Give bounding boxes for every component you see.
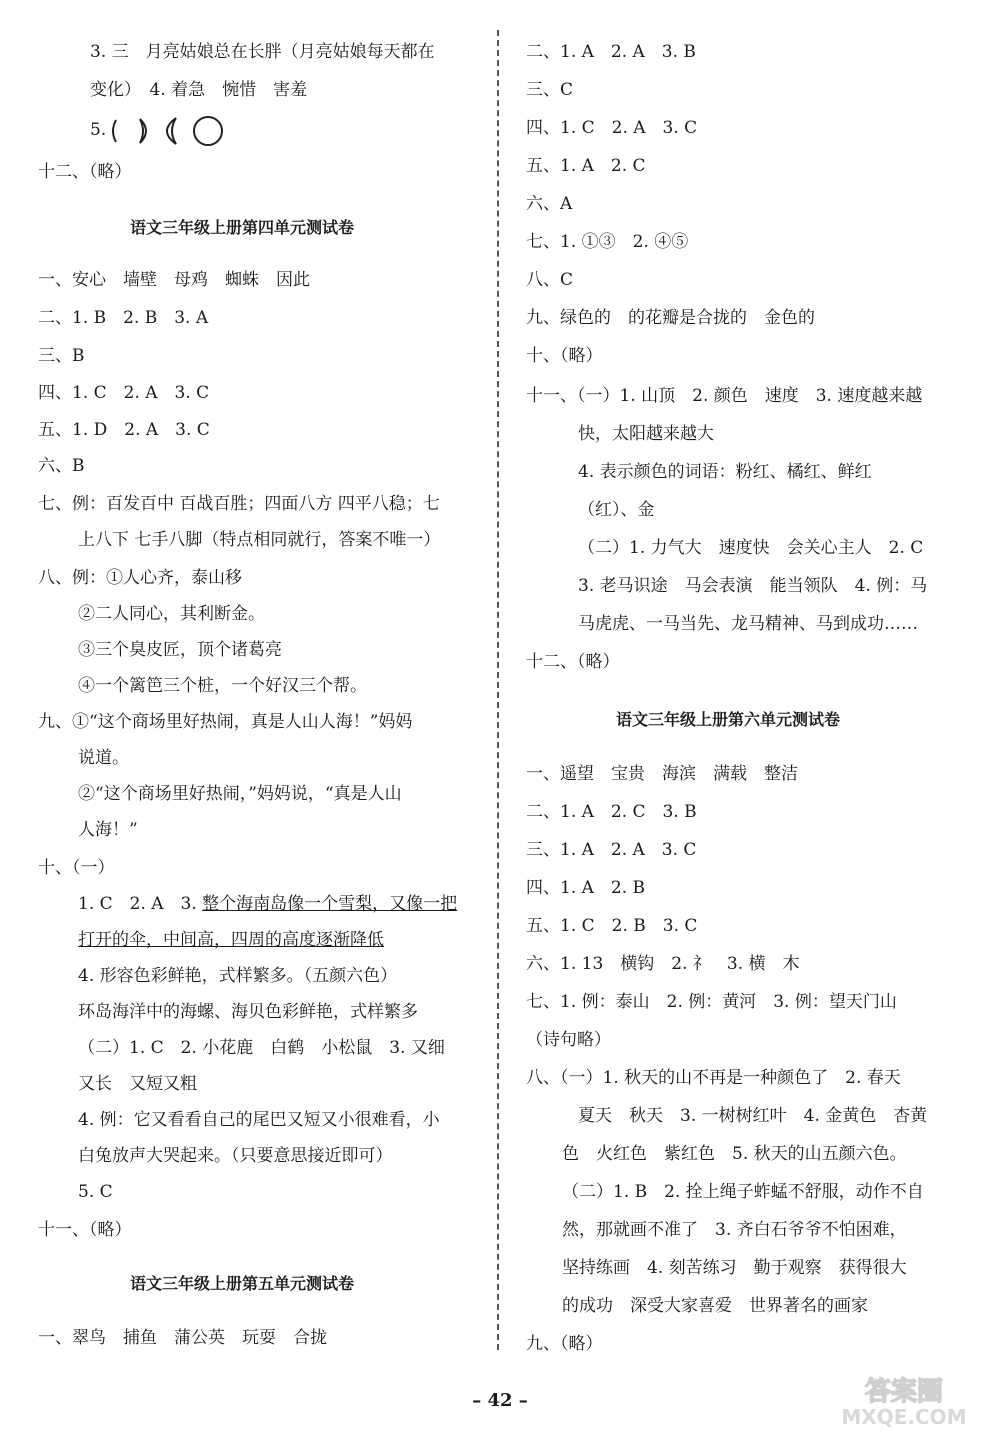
answer-line: 十、（略） — [526, 346, 603, 366]
answer-line: 的成功 深受大家喜爱 世界著名的画家 — [562, 1296, 868, 1316]
answer-line: 八、例：①人心齐，泰山移 — [38, 568, 242, 588]
answer-line: 三、B — [38, 346, 85, 366]
answer-line: 五、1. D 2. A 3. C — [38, 420, 210, 440]
watermark-url: MXQE.COM — [841, 1405, 967, 1428]
answer-line: 九、（略） — [526, 1334, 603, 1354]
answer-line: 五、1. A 2. C — [526, 156, 646, 176]
answer-line: 上八下 七手八脚（特点相同就行，答案不唯一） — [78, 530, 441, 550]
watermark-logo — [816, 1372, 992, 1428]
answer-line: （二）1. B 2. 拴上绳子蚱蜢不舒服，动作不自 — [562, 1182, 924, 1202]
answer-line: ③三个臭皮匠，顶个诸葛亮 — [78, 640, 282, 660]
answer-line: 九、①“这个商场里好热闹，真是人山人海！”妈妈 — [38, 712, 413, 732]
answer-line: 5. — [90, 120, 107, 140]
answer-line: （红）、金 — [578, 500, 655, 520]
answer-line: 4. 表示颜色的词语：粉红、橘红、鲜红 — [578, 462, 872, 482]
answer-line: 坚持练画 4. 刻苦练习 勤于观察 获得很大 — [562, 1258, 907, 1278]
underlined-answer: 整个海南岛像一个雪梨，又像一把 — [202, 894, 458, 914]
answer-line: 四、1. C 2. A 3. C — [526, 118, 698, 138]
page-number: – 42 – — [472, 1390, 528, 1411]
answer-line: 十二、（略） — [38, 162, 132, 182]
section-title: 语文三年级上册第四单元测试卷 — [130, 218, 355, 237]
answer-line: 二、1. B 2. B 3. A — [38, 308, 209, 328]
section-title: 语文三年级上册第五单元测试卷 — [130, 1274, 355, 1293]
answer-line: 八、（一）1. 秋天的山不再是一种颜色了 2. 春天 — [526, 1068, 901, 1088]
answer-line: 二、1. A 2. C 3. B — [526, 802, 697, 822]
answer-text: 1. C 2. A 3. — [78, 894, 203, 914]
answer-line: 四、1. A 2. B — [526, 878, 646, 898]
answer-line: 一、安心 墙壁 母鸡 蜘蛛 因此 — [38, 270, 310, 290]
answer-line: 一、翠鸟 捕鱼 蒲公英 玩耍 合拢 — [38, 1328, 327, 1348]
answer-line: 然，那就画不准了 3. 齐白石爷爷不怕困难， — [562, 1220, 907, 1240]
answer-line: 变化） 4. 着急 惋惜 害羞 — [90, 80, 308, 100]
answer-line: 白兔放声大哭起来。（只要意思接近即可） — [78, 1146, 393, 1166]
watermark-text: 答案圈 — [864, 1377, 944, 1407]
answer-line: 环岛海洋中的海螺、海贝色彩鲜艳，式样繁多 — [78, 1002, 418, 1022]
underlined-answer: 打开的伞，中间高，四周的高度逐渐降低 — [78, 930, 384, 950]
answer-line: 三、1. A 2. A 3. C — [526, 840, 697, 860]
answer-line: 3. 三 月亮姑娘总在长胖（月亮姑娘每天都在 — [90, 42, 435, 62]
answer-line: （诗句略） — [526, 1030, 611, 1050]
answer-line: 3. 老马识途 马会表演 能当领队 4. 例：马 — [578, 576, 928, 596]
answer-line: 又长 又短又粗 — [78, 1074, 197, 1094]
answer-line: 五、1. C 2. B 3. C — [526, 916, 698, 936]
answer-line: （二）1. C 2. 小花鹿 白鹤 小松鼠 3. 又细 — [78, 1038, 445, 1058]
answer-line: 二、1. A 2. A 3. B — [526, 42, 696, 62]
answer-line: 七、1. 例：泰山 2. 例：黄河 3. 例：望天门山 — [526, 992, 897, 1012]
answer-line: 人海！” — [78, 820, 138, 840]
answer-line: 一、遥望 宝贵 海滨 满载 整洁 — [526, 764, 798, 784]
answer-line: 九、绿色的 的花瓣是合拢的 金色的 — [526, 308, 815, 328]
answer-line: 5. C — [78, 1182, 113, 1202]
answer-line: 六、B — [38, 456, 85, 476]
answer-line: ②“这个商场里好热闹，”妈妈说，“真是人山 — [78, 784, 402, 804]
answer-line: ④一个篱笆三个桩，一个好汉三个帮。 — [78, 676, 367, 696]
answer-line: 马虎虎、一马当先、龙马精神、马到成功…… — [578, 614, 918, 634]
answer-line: 七、例：百发百中 百战百胜；四面八方 四平八稳；七 — [38, 494, 440, 514]
answer-line: 快，太阳越来越大 — [578, 424, 714, 444]
answer-line: 六、A — [526, 194, 573, 214]
answer-line: ②二人同心，其利断金。 — [78, 604, 265, 624]
answer-line: 十一、（一）1. 山顶 2. 颜色 速度 3. 速度越来越 — [526, 386, 923, 406]
answer-line — [78, 892, 457, 916]
answer-line: 三、C — [526, 80, 574, 100]
answer-line: 夏天 秋天 3. 一树树红叶 4. 金黄色 杏黄 — [578, 1106, 928, 1126]
column-divider — [497, 30, 499, 1350]
answer-line: 十、（一） — [38, 858, 115, 878]
answer-line: 十一、（略） — [38, 1220, 132, 1240]
answer-line: 色 火红色 紫红色 5. 秋天的山五颜六色。 — [562, 1144, 907, 1164]
moon-phases-icon — [108, 114, 233, 148]
answer-line: 4. 形容色彩鲜艳，式样繁多。（五颜六色） — [78, 966, 398, 986]
answer-line: 十二、（略） — [526, 652, 620, 672]
answer-line: （二）1. 力气大 速度快 会关心主人 2. C — [578, 538, 924, 558]
answer-line: 4. 例：它又看看自己的尾巴又短又小很难看，小 — [78, 1110, 440, 1130]
answer-line: 八、C — [526, 270, 574, 290]
answer-line: 六、1. 13 横钩 2. 礻 3. 横 木 — [526, 954, 800, 974]
answer-line: 说道。 — [78, 748, 129, 768]
answer-line: 七、1. ①③ 2. ④⑤ — [526, 232, 689, 252]
answer-line: 四、1. C 2. A 3. C — [38, 383, 210, 403]
section-title: 语文三年级上册第六单元测试卷 — [616, 710, 841, 729]
